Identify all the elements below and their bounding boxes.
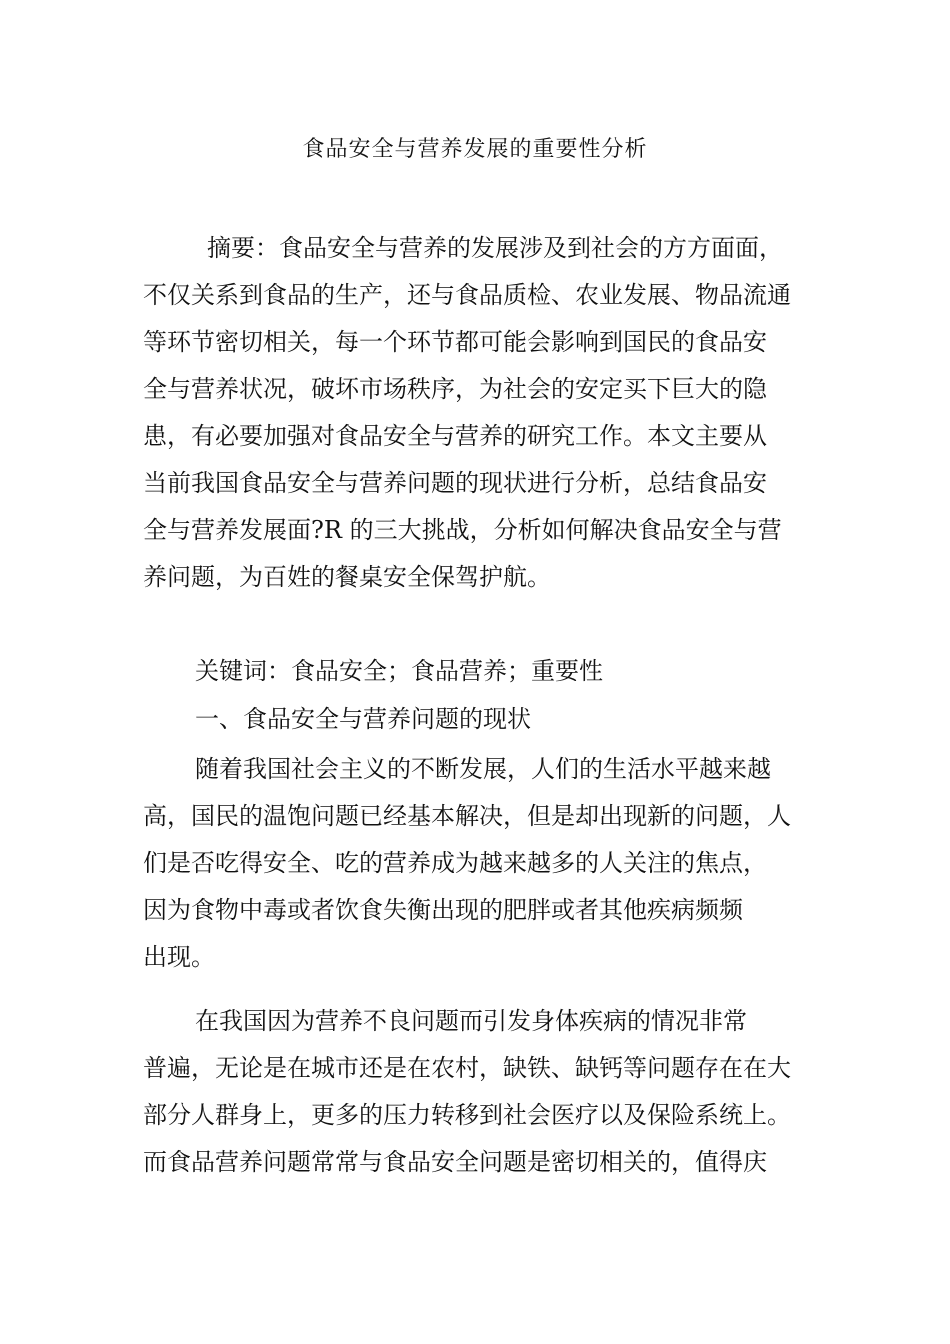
document-title: 食品安全与营养发展的重要性分析 bbox=[302, 137, 648, 162]
abstract-line: 不仅关系到食品的生产，还与食品质检、农业发展、物品流通 bbox=[143, 281, 791, 309]
paragraph-line: 部分人群身上，更多的压力转移到社会医疗以及保险系统上。 bbox=[143, 1101, 791, 1129]
abstract-line: 全与营养状况，破坏市场秩序，为社会的安定买下巨大的隐 bbox=[143, 375, 767, 403]
abstract-line: 等环节密切相关，每一个环节都可能会影响到国民的食品安 bbox=[143, 328, 767, 356]
paragraph-line: 而食品营养问题常常与食品安全问题是密切相关的，值得庆 bbox=[143, 1148, 767, 1176]
paragraph-line: 出现。 bbox=[143, 943, 215, 971]
paragraph-line: 普遍，无论是在城市还是在农村，缺铁、缺钙等问题存在在大 bbox=[143, 1054, 791, 1082]
section-heading-text: 一、食品安全与营养问题的现状 bbox=[195, 705, 531, 733]
paragraph-line: 在我国因为营养不良问题而引发身体疾病的情况非常 bbox=[195, 1007, 747, 1035]
body-paragraph-2 bbox=[143, 998, 823, 1186]
paragraph-line: 随着我国社会主义的不断发展，人们的生活水平越来越 bbox=[195, 755, 771, 783]
abstract-line: 摘要：食品安全与营养的发展涉及到社会的方方面面， bbox=[207, 234, 783, 262]
paragraph-line: 高，国民的温饱问题已经基本解决，但是却出现新的问题，人 bbox=[143, 802, 791, 830]
section-heading bbox=[143, 696, 823, 743]
paragraph-line: 们是否吃得安全、吃的营养成为越来越多的人关注的焦点， bbox=[143, 849, 767, 877]
paragraph-line: 因为食物中毒或者饮食失衡出现的肥胖或者其他疾病频频 bbox=[143, 896, 743, 924]
abstract-line: 患，有必要加强对食品安全与营养的研究工作。本文主要从 bbox=[143, 422, 767, 450]
keywords-line bbox=[143, 648, 823, 695]
abstract-line: 当前我国食品安全与营养问题的现状进行分析，总结食品安 bbox=[143, 469, 767, 497]
abstract-line: 全与营养发展面?R 的三大挑战，分析如何解决食品安全与营 bbox=[143, 516, 782, 544]
abstract-paragraph bbox=[143, 225, 823, 601]
body-paragraph-1 bbox=[143, 746, 823, 981]
abstract-line: 养问题，为百姓的餐桌安全保驾护航。 bbox=[143, 563, 551, 591]
keywords-text: 关键词：食品安全；食品营养；重要性 bbox=[195, 657, 603, 685]
